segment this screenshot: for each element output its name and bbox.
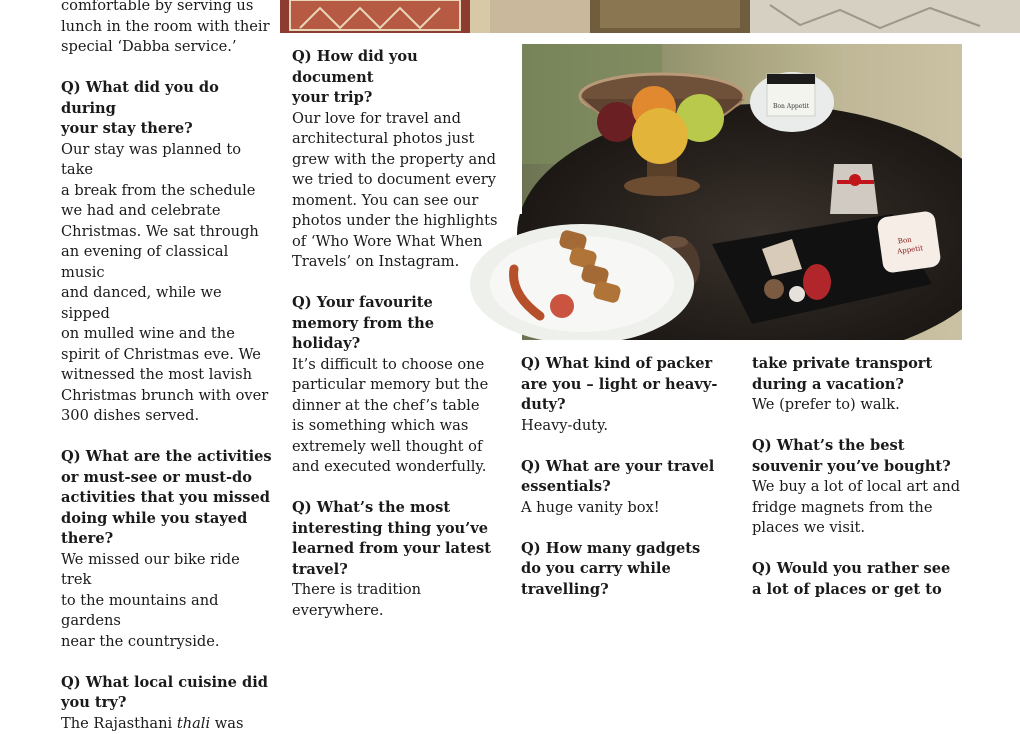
question-line: a lot of places or get to (752, 580, 972, 601)
cake-text-2: Appetit (896, 244, 924, 256)
question-line: holiday? (292, 334, 504, 355)
intro-line: comfortable by serving us (61, 0, 273, 17)
answer-line: everywhere. (292, 601, 504, 622)
question-line: learned from your latest (292, 539, 504, 560)
question-line: Q) What kind of packer (521, 354, 739, 375)
answer-line: A huge vanity box! (521, 498, 739, 519)
answer-line: near the countryside. (61, 632, 273, 653)
answer-line: We buy a lot of local art and (752, 477, 972, 498)
question-line: activities that you missed (61, 488, 273, 509)
question-line: essentials? (521, 477, 739, 498)
cake-text-1: Bon (897, 236, 912, 246)
question-line: Q) What are your travel (521, 457, 739, 478)
question-line: your stay there? (61, 119, 273, 140)
question-line: Q) What are the activities (61, 447, 273, 468)
question-line: Q) What’s the most (292, 498, 504, 519)
question-line: during a vacation? (752, 375, 972, 396)
answer-line: extremely well thought of (292, 437, 504, 458)
answer-line: architectural photos just (292, 129, 504, 150)
question-line: Q) What’s the best (752, 436, 972, 457)
answer-line: places we visit. (752, 518, 972, 539)
answer-line: Christmas brunch with over (61, 386, 273, 407)
question-line: memory from the (292, 314, 504, 335)
column-1 (61, 0, 273, 734)
answer-line: We missed our bike ride trek (61, 550, 273, 591)
answer-line: Our stay was planned to take (61, 140, 273, 181)
question-line: there? (61, 529, 273, 550)
answer-line: It’s difficult to choose one (292, 355, 504, 376)
question-line: Q) How many gadgets (521, 539, 739, 560)
question-line: Q) Would you rather see (752, 559, 972, 580)
top-photo (280, 0, 1020, 35)
answer-line: particular memory but the (292, 375, 504, 396)
answer-line: on mulled wine and the (61, 324, 273, 345)
intro-line: lunch in the room with their (61, 17, 273, 38)
question-line: Q) What local cuisine did (61, 673, 273, 694)
answer-line: a break from the schedule (61, 181, 273, 202)
answer-line: witnessed the most lavish (61, 365, 273, 386)
question-line: or must-see or must-do (61, 468, 273, 489)
card-text: Bon Appetit (773, 103, 810, 110)
answer-line: fridge magnets from the (752, 498, 972, 519)
question-line: duty? (521, 395, 739, 416)
answer-line: we tried to document every (292, 170, 504, 191)
column-3 (521, 354, 739, 600)
answer-line (61, 714, 273, 734)
question-line: your trip? (292, 88, 504, 109)
intro-line: special ‘Dabba service.’ (61, 37, 273, 58)
question-line: travel? (292, 560, 504, 581)
question-line: do you carry while (521, 559, 739, 580)
question-line: travelling? (521, 580, 739, 601)
answer-line: Christmas. We sat through (61, 222, 273, 243)
answer-line: 300 dishes served. (61, 406, 273, 427)
answer-line: moment. You can see our (292, 191, 504, 212)
answer-line: Travels’ on Instagram. (292, 252, 504, 273)
answer-line: to the mountains and gardens (61, 591, 273, 632)
answer-prefix: The Rajasthani (61, 715, 177, 732)
answer-line: photos under the highlights (292, 211, 504, 232)
answer-line: is something which was (292, 416, 504, 437)
answer-suffix: was (210, 715, 243, 732)
column-4 (752, 354, 972, 600)
answer-line: There is tradition (292, 580, 504, 601)
question-line: take private transport (752, 354, 972, 375)
answer-line: of ‘Who Wore What When (292, 232, 504, 253)
answer-line: Our love for travel and (292, 109, 504, 130)
answer-line: We (prefer to) walk. (752, 395, 972, 416)
answer-line: Heavy-duty. (521, 416, 739, 437)
question-line: Q) How did you document (292, 47, 504, 88)
question-line: doing while you stayed (61, 509, 273, 530)
answer-line: an evening of classical music (61, 242, 273, 283)
answer-line: grew with the property and (292, 150, 504, 171)
column-2 (292, 47, 504, 621)
food-photo (462, 44, 962, 344)
answer-line: spirit of Christmas eve. We (61, 345, 273, 366)
question-line: Q) Your favourite (292, 293, 504, 314)
question-line: you try? (61, 693, 273, 714)
question-line: Q) What did you do during (61, 78, 273, 119)
answer-line: and executed wonderfully. (292, 457, 504, 478)
answer-line: and danced, while we sipped (61, 283, 273, 324)
question-line: souvenir you’ve bought? (752, 457, 972, 478)
answer-italic: thali (177, 715, 210, 732)
answer-line: dinner at the chef’s table (292, 396, 504, 417)
question-line: are you – light or heavy- (521, 375, 739, 396)
question-line: interesting thing you’ve (292, 519, 504, 540)
answer-line: we had and celebrate (61, 201, 273, 222)
